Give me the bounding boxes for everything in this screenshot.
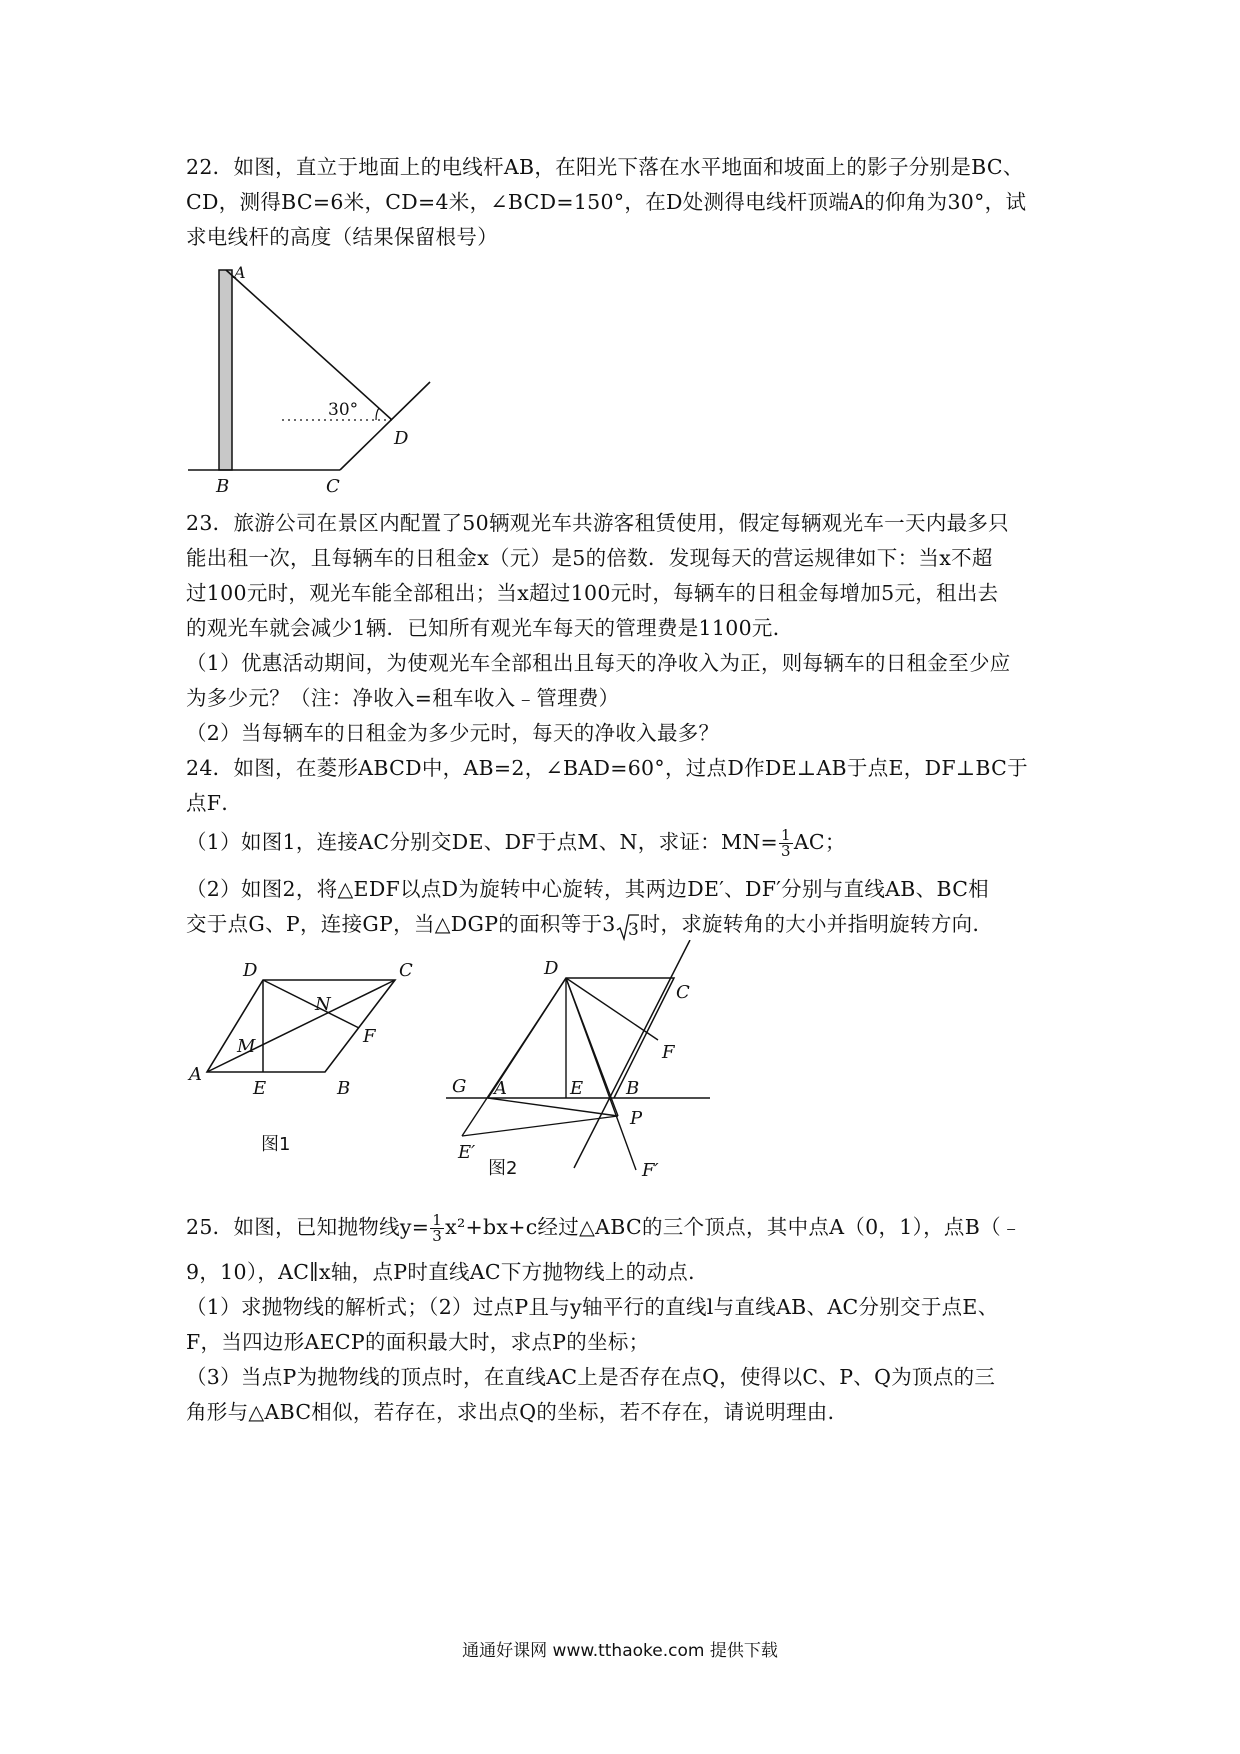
- q24-part1-text: （1）如图1，连接AC分别交DE、DF于点M、N，求证：MN=: [186, 830, 778, 854]
- q25-line-5: （3）当点P为抛物线的顶点时，在直线AC上是否存在点Q，使得以C、P、Q为顶点的三: [186, 1365, 996, 1389]
- fig1-label-m: M: [237, 1036, 256, 1057]
- q23-line-2: 能出租一次，且每辆车的日租金x（元）是5的倍数．发现每天的营运规律如下：当x不超: [186, 546, 993, 570]
- fig2-label-c: C: [676, 982, 690, 1003]
- q24-part2-text: 交于点G、P，连接GP，当△DGP的面积等于3: [186, 912, 616, 936]
- q23-line-3: 过100元时，观光车能全部租出；当x超过100元时，每辆车的日租金每增加5元，租出去: [186, 581, 999, 605]
- fig1-label-f: F: [363, 1026, 376, 1047]
- fig1-caption: 图1: [261, 1134, 291, 1155]
- q24-part2-line-1: （2）如图2，将△EDF以点D为旋转中心旋转，其两边DE′、DF′分别与直线AB、BC相: [186, 877, 989, 901]
- q23-line-7: （2）当每辆车的日租金为多少元时，每天的净收入最多？: [186, 721, 720, 745]
- fig2-label-f-prime: F′: [642, 1160, 659, 1181]
- q23-line-5: （1）优惠活动期间，为使观光车全部租出且每天的净收入为正，则每辆车的日租金至少应: [186, 651, 1011, 675]
- label-b: B: [216, 476, 230, 497]
- fig2-label-e-prime: E′: [458, 1142, 476, 1163]
- q25-line-2: 9，10），AC∥x轴，点P时直线AC下方抛物线上的动点．: [186, 1260, 709, 1284]
- q25-line-4: F，当四边形AECP的面积最大时，求点P的坐标；: [186, 1330, 650, 1354]
- q24-line-1: 24．如图，在菱形ABCD中，AB=2，∠BAD=60°，过点D作DE⊥AB于点E，DF⊥BC于: [186, 756, 1028, 780]
- angle-arc: [376, 408, 379, 420]
- label-angle: 30°: [328, 400, 359, 420]
- q23-line-1: 23．旅游公司在景区内配置了50辆观光车共游客租赁使用，假定每辆观光车一天内最多只: [186, 511, 1009, 535]
- segment-df: [566, 978, 658, 1040]
- fig1-label-a: A: [189, 1064, 202, 1085]
- q24-part1: [186, 827, 846, 859]
- q23-line-4: 的观光车就会减少1辆．已知所有观光车每天的管理费是1100元．: [186, 616, 794, 640]
- fig2-label-d: D: [544, 958, 559, 979]
- q22-line-3: 求电线杆的高度（结果保留根号）: [186, 225, 498, 249]
- fig2-label-p: P: [630, 1108, 643, 1129]
- q23-line-6: 为多少元？（注：净收入=租车收入﹣管理费）: [186, 686, 620, 710]
- q22-line-1: 22．如图，直立于地面上的电线杆AB，在阳光下落在水平地面和坡面上的影子分别是BC、: [186, 155, 1024, 179]
- fig1-label-b: B: [337, 1078, 351, 1099]
- q24-part1-tail: AC；: [793, 830, 846, 854]
- fig1-label-n: N: [315, 994, 331, 1015]
- fig1-label-e: E: [253, 1078, 267, 1099]
- label-a: A: [234, 263, 246, 282]
- sight-line-ad: [226, 270, 392, 420]
- fig2-label-f: F: [662, 1042, 675, 1063]
- label-d: D: [394, 428, 409, 449]
- fraction-one-third-q25: $\frac{1}{3}$: [432, 1211, 443, 1245]
- q25-line-1-tail: x²+bx+c经过△ABC的三个顶点，其中点A（0，1），点B（﹣: [445, 1215, 1022, 1239]
- fig2-label-b: B: [626, 1078, 640, 1099]
- q24-part2-tail: 时，求旋转角的大小并指明旋转方向．: [639, 912, 994, 936]
- pole-ab: [219, 270, 232, 470]
- fig2-caption: 图2: [488, 1158, 518, 1179]
- segment-dg-extended: [462, 978, 566, 1136]
- q24-figure-2: [440, 940, 720, 1190]
- fig2-label-g: G: [452, 1076, 467, 1097]
- q25-line-1: [186, 1212, 1022, 1244]
- footer-credit: 通通好课网 www.tthaoke.com 提供下载: [462, 1641, 778, 1661]
- q24-line-2: 点F．: [186, 791, 243, 815]
- label-c: C: [326, 476, 340, 497]
- q25-line-1-text: 25．如图，已知抛物线y=: [186, 1215, 430, 1239]
- fig2-label-e: E: [570, 1078, 584, 1099]
- q24-figure-1: [185, 950, 425, 1180]
- fig1-label-d: D: [243, 960, 258, 981]
- q24-part2-line-2: [186, 909, 993, 941]
- fig1-label-c: C: [399, 960, 413, 981]
- svg-text:3: 3: [627, 919, 639, 940]
- q22-line-2: CD，测得BC=6米，CD=4米，∠BCD=150°，在D处测得电线杆顶端A的仰角为30°，试: [186, 190, 1027, 214]
- sqrt-three: [616, 910, 640, 941]
- fraction-one-third: $\frac{1}{3}$: [780, 826, 791, 860]
- q25-line-6: 角形与△ABC相似，若存在，求出点Q的坐标，若不存在，请说明理由．: [186, 1400, 849, 1424]
- q25-line-3: （1）求抛物线的解析式；（2）过点P且与y轴平行的直线l与直线AB、AC分别交于点E、: [186, 1295, 999, 1319]
- segment-gp: [488, 1098, 618, 1116]
- fig2-label-a: A: [494, 1078, 507, 1099]
- q22-figure: [180, 262, 440, 502]
- slope-cd: [340, 382, 430, 470]
